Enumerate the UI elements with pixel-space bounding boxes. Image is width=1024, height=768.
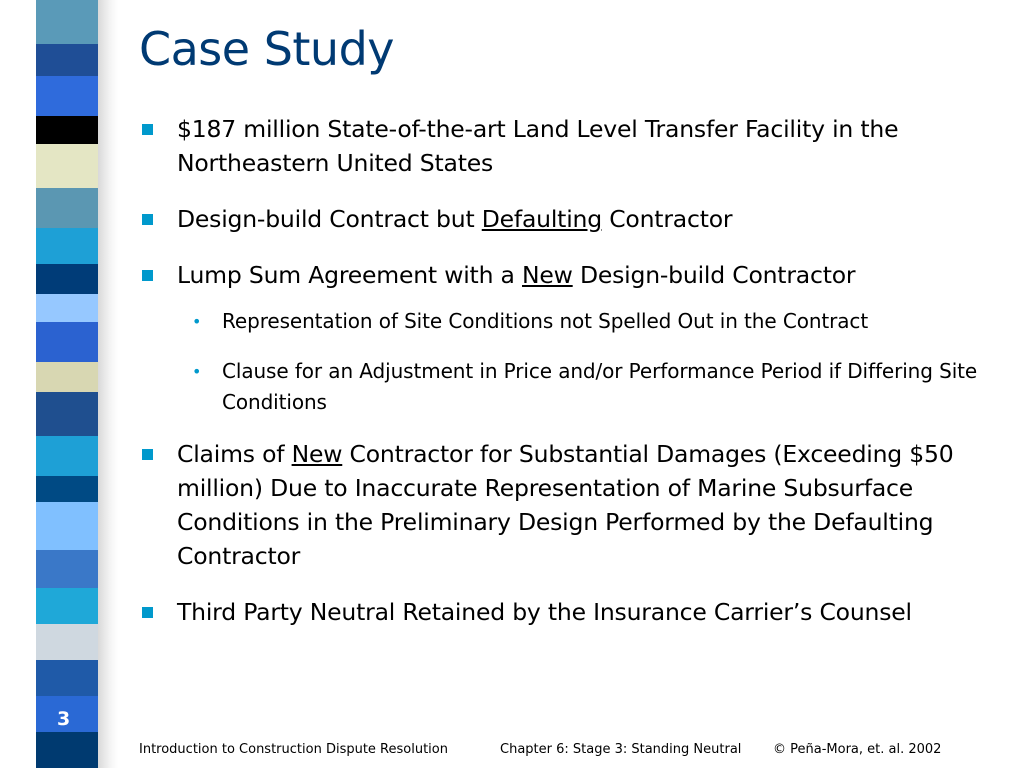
stripe-band — [36, 362, 98, 392]
stripe-band — [36, 322, 98, 362]
stripe-band — [36, 144, 98, 188]
stripe-band — [36, 294, 98, 322]
bullet-text: Lump Sum Agreement with a — [177, 261, 523, 289]
page-number: 3 — [57, 708, 71, 730]
sub-bullet-item — [192, 356, 1010, 418]
square-bullet-icon — [142, 270, 153, 281]
stripe-band — [36, 188, 98, 228]
bullet-item — [140, 595, 1010, 629]
square-bullet-icon — [142, 124, 153, 135]
stripe-band — [36, 228, 98, 264]
bullet-item — [140, 437, 1010, 573]
stripe-band — [36, 660, 98, 696]
stripe-band — [36, 44, 98, 76]
bullet-emphasis: New — [291, 440, 343, 468]
stripe-band — [36, 116, 98, 144]
bullet-text: $187 million State-of-the-art Land Level Transfer Facility in the Northeastern United States — [177, 115, 899, 177]
footer-chapter: Chapter 6: Stage 3: Standing Neutral — [500, 742, 742, 757]
stripe-band — [36, 392, 98, 436]
stripe-left-margin — [0, 0, 36, 768]
footer-copyright: © Peña-Mora, et. al. 2002 — [773, 742, 942, 757]
stripe-shadow — [98, 0, 118, 768]
bullet-item — [140, 258, 1010, 292]
bullet-item — [140, 202, 1010, 236]
slide-content — [140, 112, 1010, 651]
slide-title: Case Study — [139, 22, 395, 76]
bullet-item — [140, 112, 1010, 180]
bullet-text: Design-build Contractor — [572, 261, 856, 289]
bullet-emphasis: New — [522, 261, 573, 289]
dot-bullet-icon: • — [192, 312, 202, 331]
bullet-text: Claims of — [177, 440, 292, 468]
stripe-band — [36, 476, 98, 502]
bullet-emphasis: Defaulting — [481, 205, 602, 233]
stripe-band — [36, 76, 98, 116]
stripe-band — [36, 0, 98, 44]
dot-bullet-icon: • — [192, 362, 202, 381]
sub-bullet-text: Representation of Site Conditions not Spelled Out in the Contract — [222, 309, 869, 333]
square-bullet-icon — [142, 607, 153, 618]
stripe-band — [36, 624, 98, 660]
sub-bullet-list — [140, 306, 1010, 418]
stripe-band — [36, 550, 98, 588]
bullet-text: Contractor for Substantial Damages (Exceeding $50 million) Due to Inaccurate Representation of Marine Subsurface Conditions in the Preliminary Design Performed by the Defaulting Contractor — [177, 440, 954, 570]
stripe-band — [36, 732, 98, 768]
bullet-text: Contractor — [601, 205, 733, 233]
stripe-band — [36, 436, 98, 476]
bullet-text: Third Party Neutral Retained by the Insurance Carrier’s Counsel — [177, 598, 912, 626]
stripe-band — [36, 264, 98, 294]
square-bullet-icon — [142, 449, 153, 460]
sub-bullet-text: Clause for an Adjustment in Price and/or Performance Period if Differing Site Conditions — [222, 359, 978, 414]
bullet-text: Design-build Contract but — [177, 205, 482, 233]
decorative-stripe — [0, 0, 118, 768]
sub-bullet-item — [192, 306, 1010, 337]
square-bullet-icon — [142, 214, 153, 225]
stripe-band — [36, 502, 98, 550]
footer-course: Introduction to Construction Dispute Resolution — [139, 742, 448, 757]
stripe-band — [36, 588, 98, 624]
